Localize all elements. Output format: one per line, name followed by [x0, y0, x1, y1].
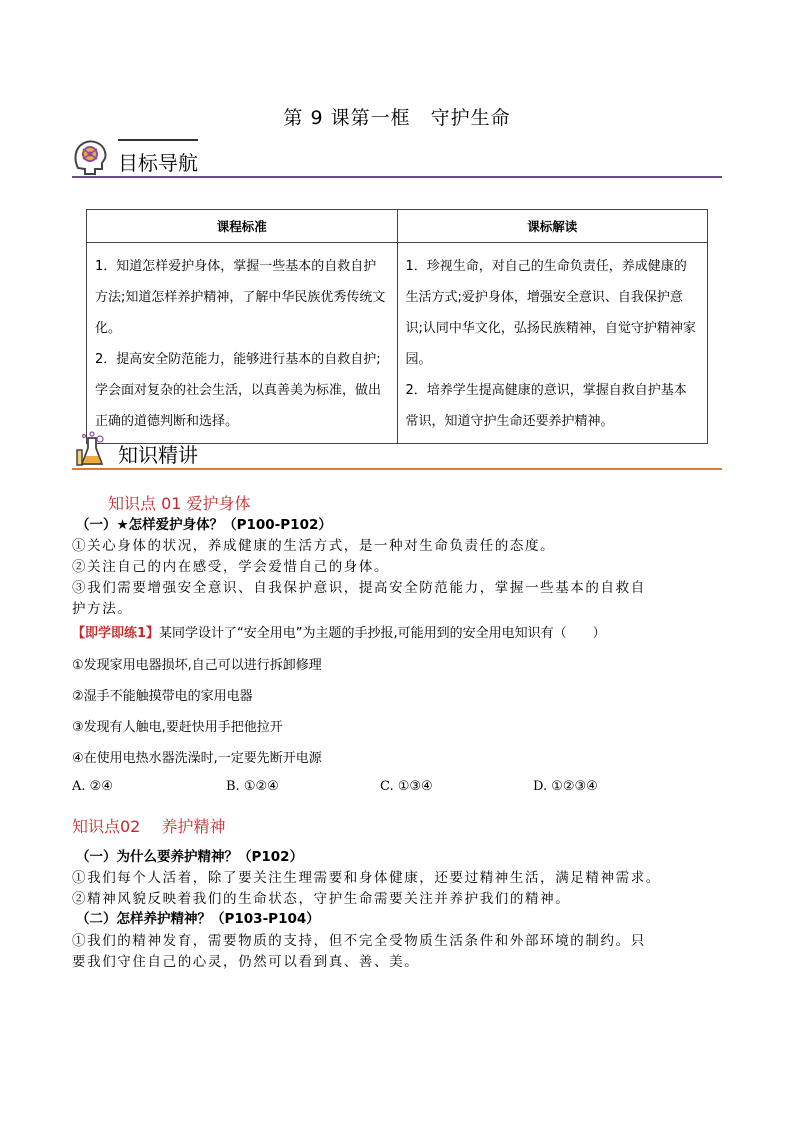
kp1-line: 护方法。 — [72, 601, 133, 617]
standard-item: 1．知道怎样爱护身体，掌握一些基本的自救自护方法;知道怎样养护精神，了解中华民族优秀传统文化。 — [95, 259, 386, 336]
kp2-question-2: （二）怎样养护精神？（P103-P104） — [76, 911, 320, 927]
kp2-question-1: （一）为什么要养护精神？（P102） — [76, 849, 304, 865]
kp1-question: （一）★怎样爱护身体？（P100-P102） — [76, 517, 332, 533]
section-header-goals — [72, 138, 722, 178]
section-divider — [72, 176, 722, 178]
table-cell-interpretation — [397, 243, 708, 444]
section-label: 目标导航 — [118, 151, 198, 175]
kp1-line: ①关心身体的状况，养成健康的生活方式，是一种对生命负责任的态度。 — [72, 538, 556, 554]
table-header-row — [87, 210, 708, 243]
section-label: 知识精讲 — [118, 443, 198, 467]
kp1-line: ③我们需要增强安全意识、自我保护意识，提高安全防范能力，掌握一些基本的自救自 — [72, 580, 646, 596]
exercise-tag: 【即学即练1】 — [72, 626, 160, 641]
exercise-item: ③发现有人触电,要赶快用手把他拉开 — [72, 720, 283, 735]
kp2-line: 要我们守住自己的心灵，仍然可以看到真、善、美。 — [72, 954, 420, 970]
kp2-line: ①我们的精神发育，需要物质的支持，但不完全受物质生活条件和外部环境的制约。只 — [72, 933, 646, 949]
table-cell-standards — [87, 243, 398, 444]
exercise-item: ④在使用电热水器洗澡时,一定要先断开电源 — [72, 751, 322, 766]
standard-item: 2．提高安全防范能力，能够进行基本的自救自护;学会面对复杂的社会生活，以真善美为标准，做出正确的道德判断和选择。 — [95, 352, 382, 429]
brain-gear-icon — [72, 138, 108, 176]
exercise-item: ②湿手不能触摸带电的家用电器 — [72, 689, 253, 704]
table-header-standards: 课程标准 — [87, 210, 398, 243]
exercise-item: ①发现家用电器损坏,自己可以进行拆卸修理 — [72, 658, 322, 673]
option-b: B. ①②④ — [226, 779, 279, 794]
section-header-knowledge — [72, 430, 722, 470]
knowledge-point-1-title: 知识点 01 爱护身体 — [108, 494, 251, 513]
flask-icon — [72, 430, 108, 468]
section-divider — [72, 468, 722, 470]
knowledge-point-2-title: 知识点02 养护精神 — [72, 817, 226, 836]
exercise-question-text: 某同学设计了“安全用电”为主题的手抄报,可能用到的安全用电知识有（ ） — [159, 626, 606, 641]
curriculum-table — [86, 209, 708, 444]
kp1-line: ②关注自己的内在感受，学会爱惜自己的身体。 — [72, 559, 390, 575]
option-a: A. ②④ — [72, 779, 113, 794]
option-d: D. ①②③④ — [533, 779, 598, 794]
page-title: 第 9 课第一框 守护生命 — [283, 107, 511, 129]
kp2-line: ②精神风貌反映着我们的生命状态，守护生命需要关注并养护我们的精神。 — [72, 891, 571, 907]
interpretation-item: 1．珍视生命，对自己的生命负责任，养成健康的生活方式;爱护身体，增强安全意识、自我保护意识;认同中华文化，弘扬民族精神，自觉守护精神家园。 — [405, 259, 696, 367]
exercise-question — [72, 622, 606, 641]
option-c: C. ①③④ — [380, 779, 433, 794]
table-row — [87, 243, 708, 444]
table-header-interpretation: 课标解读 — [397, 210, 708, 243]
kp2-line: ①我们每个人活着，除了要关注生理需要和身体健康，还要过精神生活，满足精神需求。 — [72, 870, 661, 886]
interpretation-item: 2．培养学生提高健康的意识，掌握自救自护基本常识，知道守护生命还要养护精神。 — [405, 383, 687, 429]
